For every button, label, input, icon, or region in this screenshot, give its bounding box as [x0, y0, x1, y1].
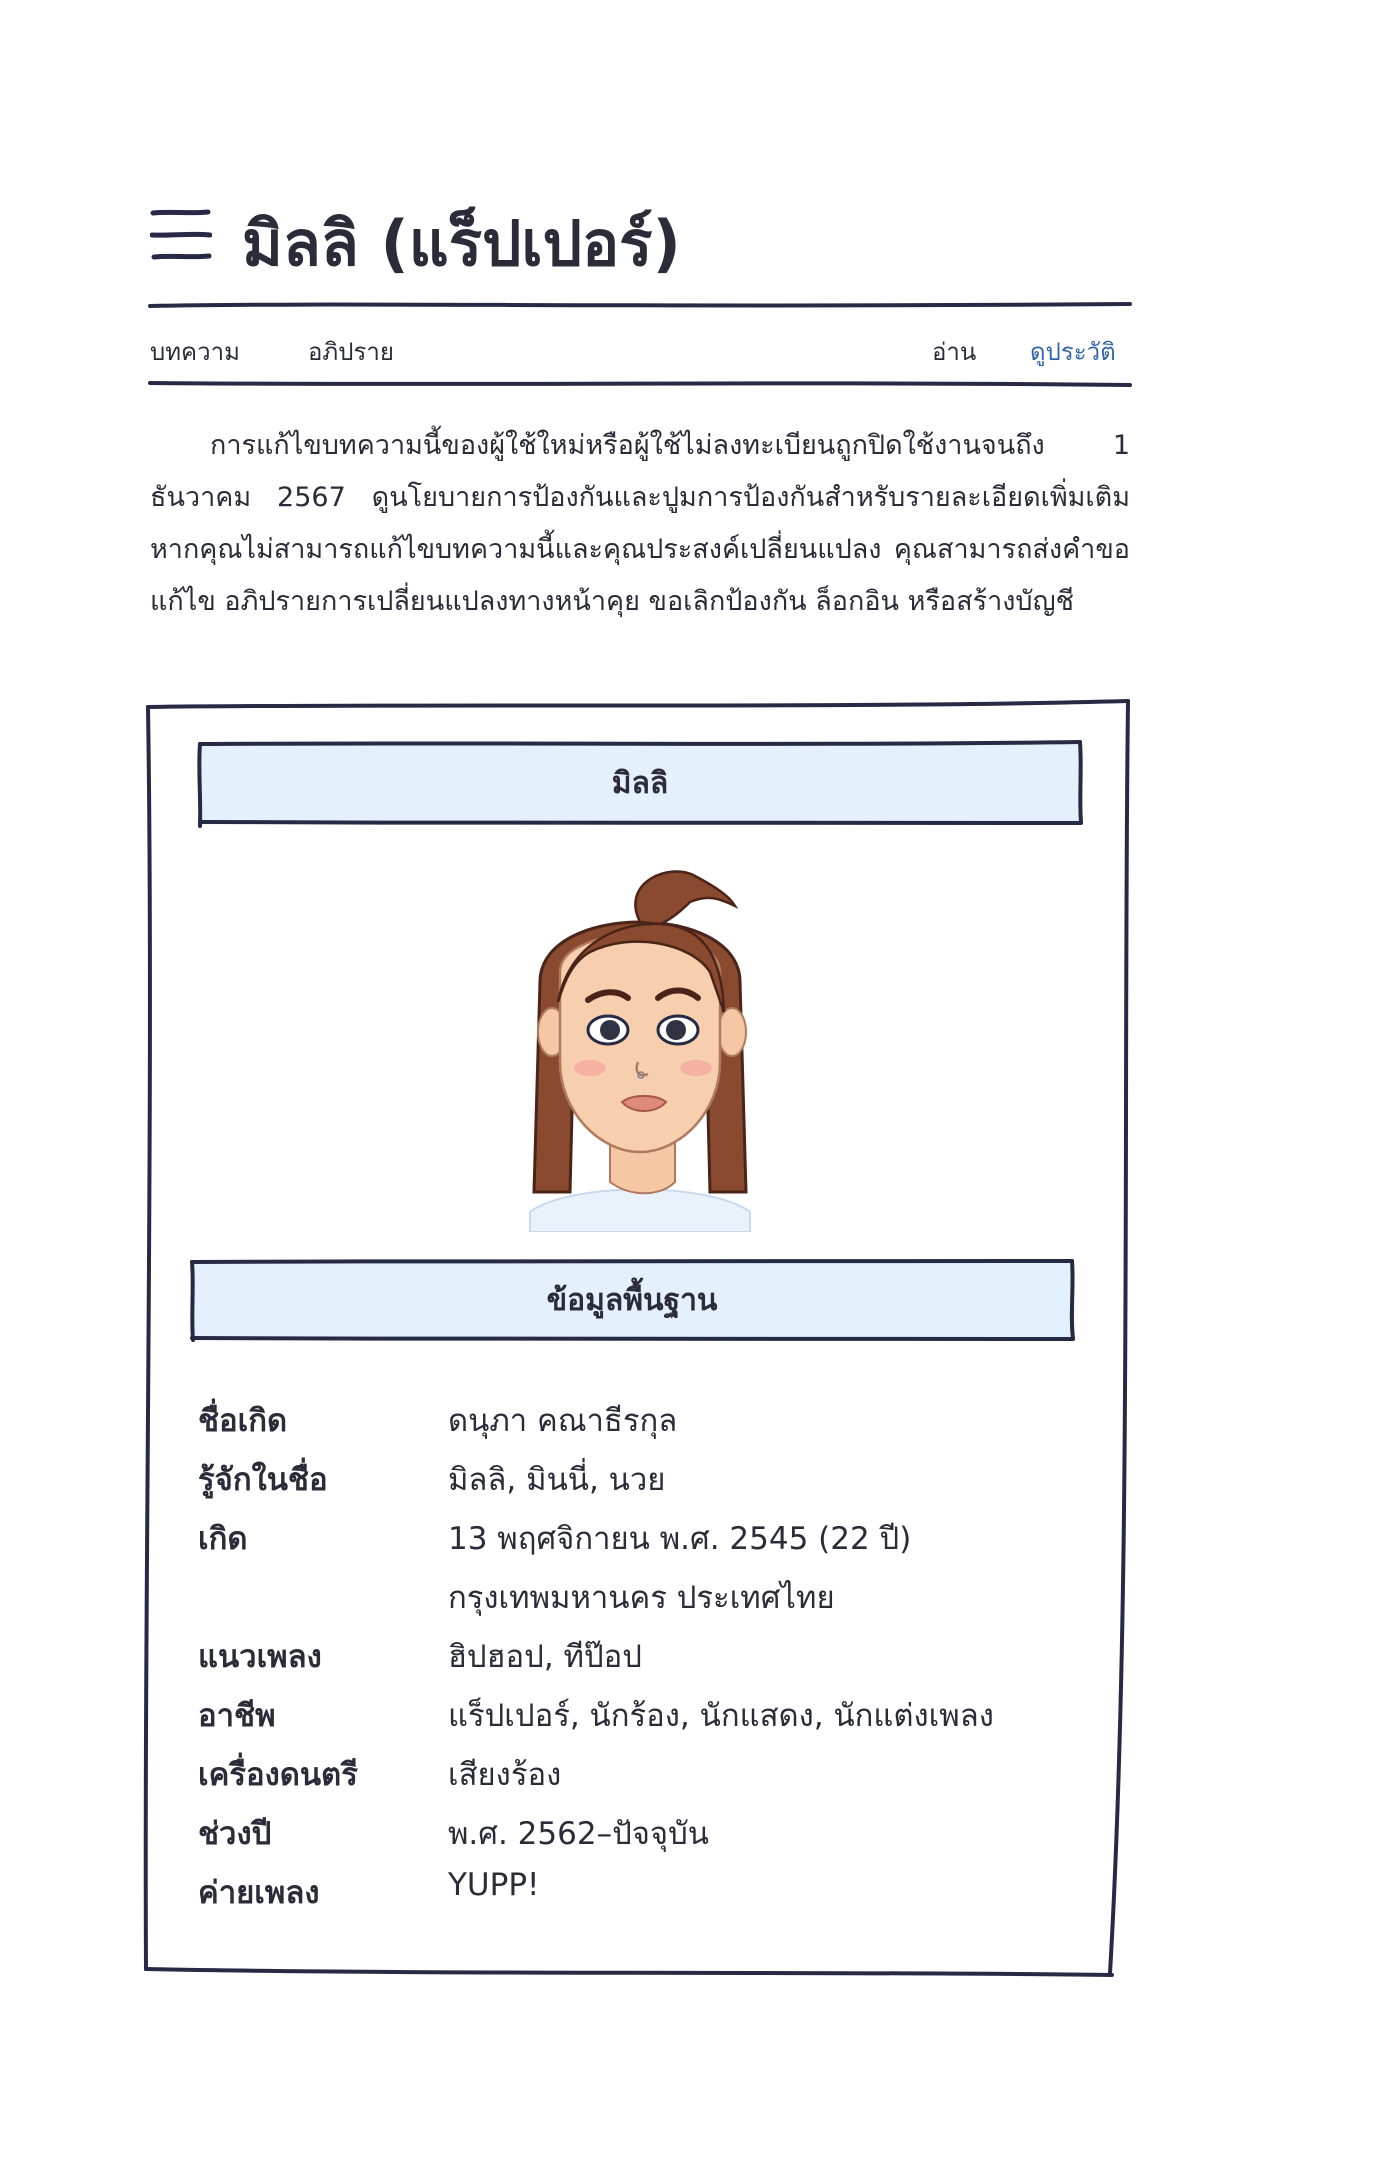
info-value: เสียงร้อง: [448, 1757, 562, 1793]
portrait-illustration: [510, 862, 770, 1232]
info-value: ดนุภา คณาธีรกุล: [448, 1403, 678, 1439]
info-label: ค่ายเพลง: [198, 1875, 320, 1911]
protection-notice: การแก้ไขบทความนี้ของผู้ใช้ใหม่หรือผู้ใช้ไม่ลงทะเบียนถูกปิดใช้งานจนถึง 1 ธันวาคม 2567 ดูนโยบายการป้องกันและปูมการป้องกันสำหรับรายละเอียดเพิ่มเติม หากคุณไม่สามารถแก้ไขบทความนี้และคุณประสงค์เปลี่ยนแปลง คุณสามารถส่งคำขอแก้ไข อภิปรายการเปลี่ยนแปลงทางหน้าคุย ขอเลิกป้องกัน ล็อกอิน หรือสร้างบัญชี: [150, 430, 1130, 617]
tab-view-history[interactable]: ดูประวัติ: [1030, 338, 1116, 366]
info-label: เกิด: [198, 1521, 248, 1557]
tabs-divider: [140, 374, 1140, 394]
info-label: เครื่องดนตรี: [198, 1757, 358, 1793]
info-label: รู้จักในชื่อ: [198, 1462, 328, 1498]
infobox-name: มิลลิ: [611, 765, 669, 801]
info-label: ช่วงปี: [198, 1816, 272, 1852]
info-value: แร็ปเปอร์, นักร้อง, นักแสดง, นักแต่งเพลง: [448, 1698, 994, 1734]
info-row-known-as: [198, 1454, 1098, 1513]
hamburger-menu-icon[interactable]: [150, 205, 212, 265]
info-label: อาชีพ: [198, 1698, 276, 1734]
top-divider: [140, 296, 1140, 316]
tab-discussion[interactable]: อภิปราย: [308, 338, 394, 366]
info-label: แนวเพลง: [198, 1639, 322, 1675]
info-row-occupation: [198, 1690, 1098, 1749]
info-row-years-active: [198, 1808, 1098, 1867]
info-value: มิลลิ, มินนี่, นวย: [448, 1462, 666, 1498]
tab-read[interactable]: อ่าน: [932, 338, 977, 366]
info-row-birthplace: [198, 1572, 1098, 1631]
info-value: YUPP!: [448, 1867, 540, 1903]
infobox-name-header: [200, 742, 1080, 824]
infobox-details: [198, 1395, 1098, 1926]
tab-article[interactable]: บทความ: [150, 338, 240, 366]
info-label: ชื่อเกิด: [198, 1403, 288, 1439]
info-row-label: [198, 1867, 1098, 1926]
info-value: กรุงเทพมหานคร ประเทศไทย: [448, 1580, 835, 1616]
page-title: มิลลิ (แร็ปเปอร์): [242, 207, 681, 280]
info-row-genre: [198, 1631, 1098, 1690]
info-value: ฮิปฮอป, ทีป๊อป: [448, 1639, 642, 1675]
page-tabs: [150, 332, 1130, 372]
info-row-born: [198, 1513, 1098, 1572]
info-row-birth-name: [198, 1395, 1098, 1454]
info-row-instrument: [198, 1749, 1098, 1808]
section-title: ข้อมูลพื้นฐาน: [546, 1282, 718, 1318]
infobox-section-header: [192, 1260, 1072, 1340]
info-value: 13 พฤศจิกายน พ.ศ. 2545 (22 ปี): [448, 1521, 912, 1557]
info-value: พ.ศ. 2562–ปัจจุบัน: [448, 1816, 709, 1852]
